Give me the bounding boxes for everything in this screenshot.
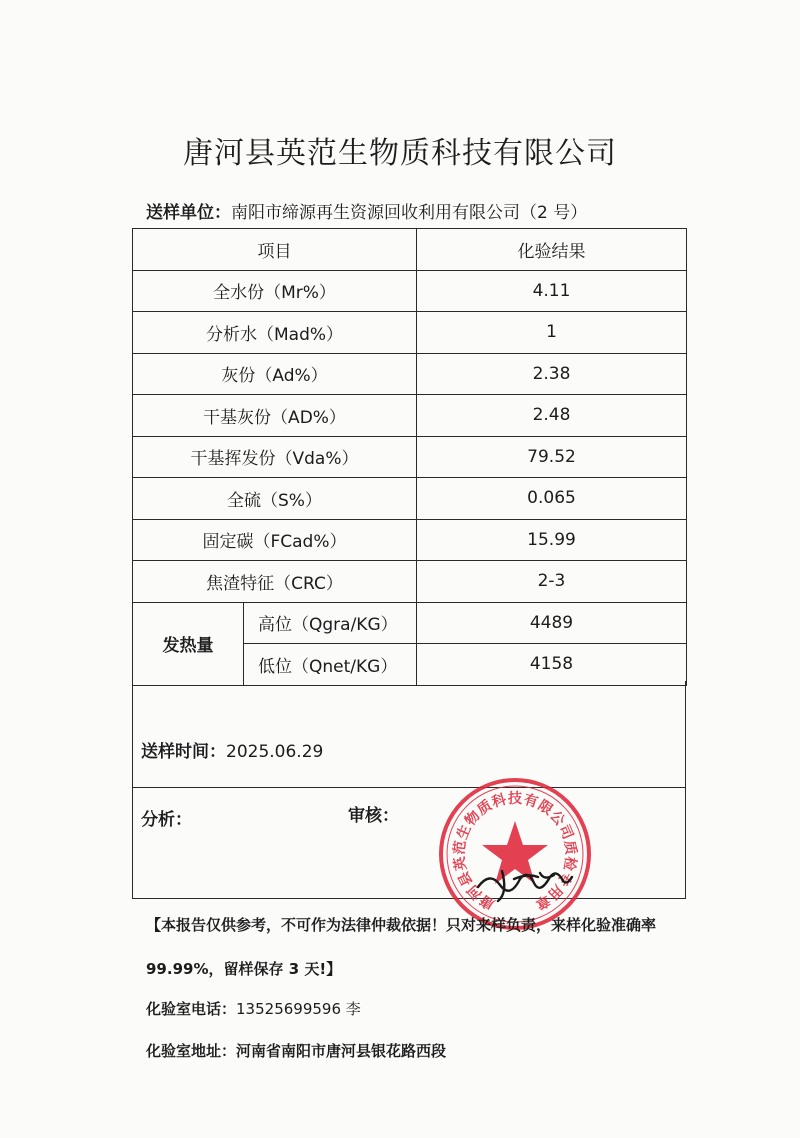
- heat-low-value: 4158: [417, 644, 687, 686]
- table-row: [133, 312, 687, 354]
- seal-char: 生: [454, 822, 475, 842]
- seal-char: 有: [521, 791, 540, 811]
- row-value: 1: [417, 312, 687, 354]
- heat-high-label: 高位（Qgra/KG）: [244, 602, 417, 644]
- send-time: [141, 737, 323, 762]
- disclaimer-line-1: 【本报告仅供参考，不可作为法律仲裁依据！只对来样负责，来样化验准确率: [146, 916, 657, 934]
- heat-group-label: 发热量: [133, 602, 244, 685]
- lab-address: [146, 1040, 446, 1061]
- sender-value: 南阳市缔源再生资源回收利用有限公司（2 号）: [231, 203, 588, 223]
- disclaimer-line-2: 99.99%，留样保存 3 天!】: [146, 960, 342, 978]
- review-label: 审核：: [348, 806, 399, 826]
- heat-low-label: 低位（Qnet/KG）: [244, 644, 417, 686]
- seal-char: 河: [464, 881, 486, 903]
- row-label: 全水份（Mr%）: [133, 270, 417, 312]
- row-value: 15.99: [417, 519, 687, 561]
- row-label: 分析水（Mad%）: [133, 312, 417, 354]
- row-value: 79.52: [417, 436, 687, 478]
- table-row: [133, 270, 687, 312]
- results-table: [132, 228, 687, 686]
- row-value: 2.48: [417, 395, 687, 437]
- seal-char: 技: [508, 791, 522, 807]
- table-row: [133, 395, 687, 437]
- send-time-label: 送样时间：: [141, 742, 226, 762]
- row-label: 灰份（Ad%）: [133, 353, 417, 395]
- seal-char: 检: [560, 855, 579, 872]
- seal-char: 章: [532, 891, 553, 913]
- lab-phone: [146, 998, 361, 1019]
- analysis-label: 分析：: [141, 810, 192, 830]
- seal-char: 公: [546, 808, 568, 830]
- seal-char: 科: [490, 791, 509, 811]
- seal-char: 专: [553, 868, 575, 889]
- row-value: 0.065: [417, 478, 687, 520]
- send-time-value: 2025.06.29: [226, 742, 324, 762]
- table-row: [133, 478, 687, 520]
- row-label: 固定碳（FCad%）: [133, 519, 417, 561]
- signature-section: [132, 681, 686, 899]
- sender-unit: [146, 198, 587, 223]
- seal-char: 县: [455, 868, 477, 889]
- table-header-row: [133, 229, 687, 271]
- heat-high-value: 4489: [417, 602, 687, 644]
- table-row: [133, 519, 687, 561]
- table-row: [133, 353, 687, 395]
- seal-char: 用: [544, 881, 566, 903]
- row-label: 干基灰份（AD%）: [133, 395, 417, 437]
- seal-char: 唐: [477, 891, 498, 913]
- table-row: [133, 436, 687, 478]
- document-title: 唐河县英范生物质科技有限公司: [183, 136, 617, 171]
- lab-phone-label: 化验室电话：: [146, 1000, 237, 1018]
- row-value: 4.11: [417, 270, 687, 312]
- seal-char: 司: [555, 822, 576, 842]
- row-label: 焦渣特征（CRC）: [133, 561, 417, 603]
- table-row: [133, 561, 687, 603]
- lab-phone-value: 13525699596 李: [236, 1000, 361, 1018]
- row-value: 2.38: [417, 353, 687, 395]
- lab-address-label: 化验室地址：: [146, 1042, 237, 1060]
- seal-char: 范: [451, 839, 470, 856]
- sender-label: 送样单位：: [146, 203, 231, 223]
- row-label: 干基挥发份（Vda%）: [133, 436, 417, 478]
- row-label: 全硫（S%）: [133, 478, 417, 520]
- header-result: 化验结果: [417, 229, 687, 271]
- seal-char: 英: [451, 855, 470, 872]
- row-value: 2-3: [417, 561, 687, 603]
- lab-address-value: 河南省南阳市唐河县银花路西段: [236, 1042, 447, 1060]
- seal-char: 限: [534, 797, 556, 819]
- seal-char: 物: [462, 808, 484, 830]
- company-seal: [436, 775, 594, 933]
- seal-char: 质: [560, 839, 579, 856]
- seal-char: 质: [474, 797, 496, 819]
- header-item: 项目: [133, 229, 417, 271]
- section-divider: [133, 787, 685, 788]
- table-row-heat-high: [133, 602, 687, 644]
